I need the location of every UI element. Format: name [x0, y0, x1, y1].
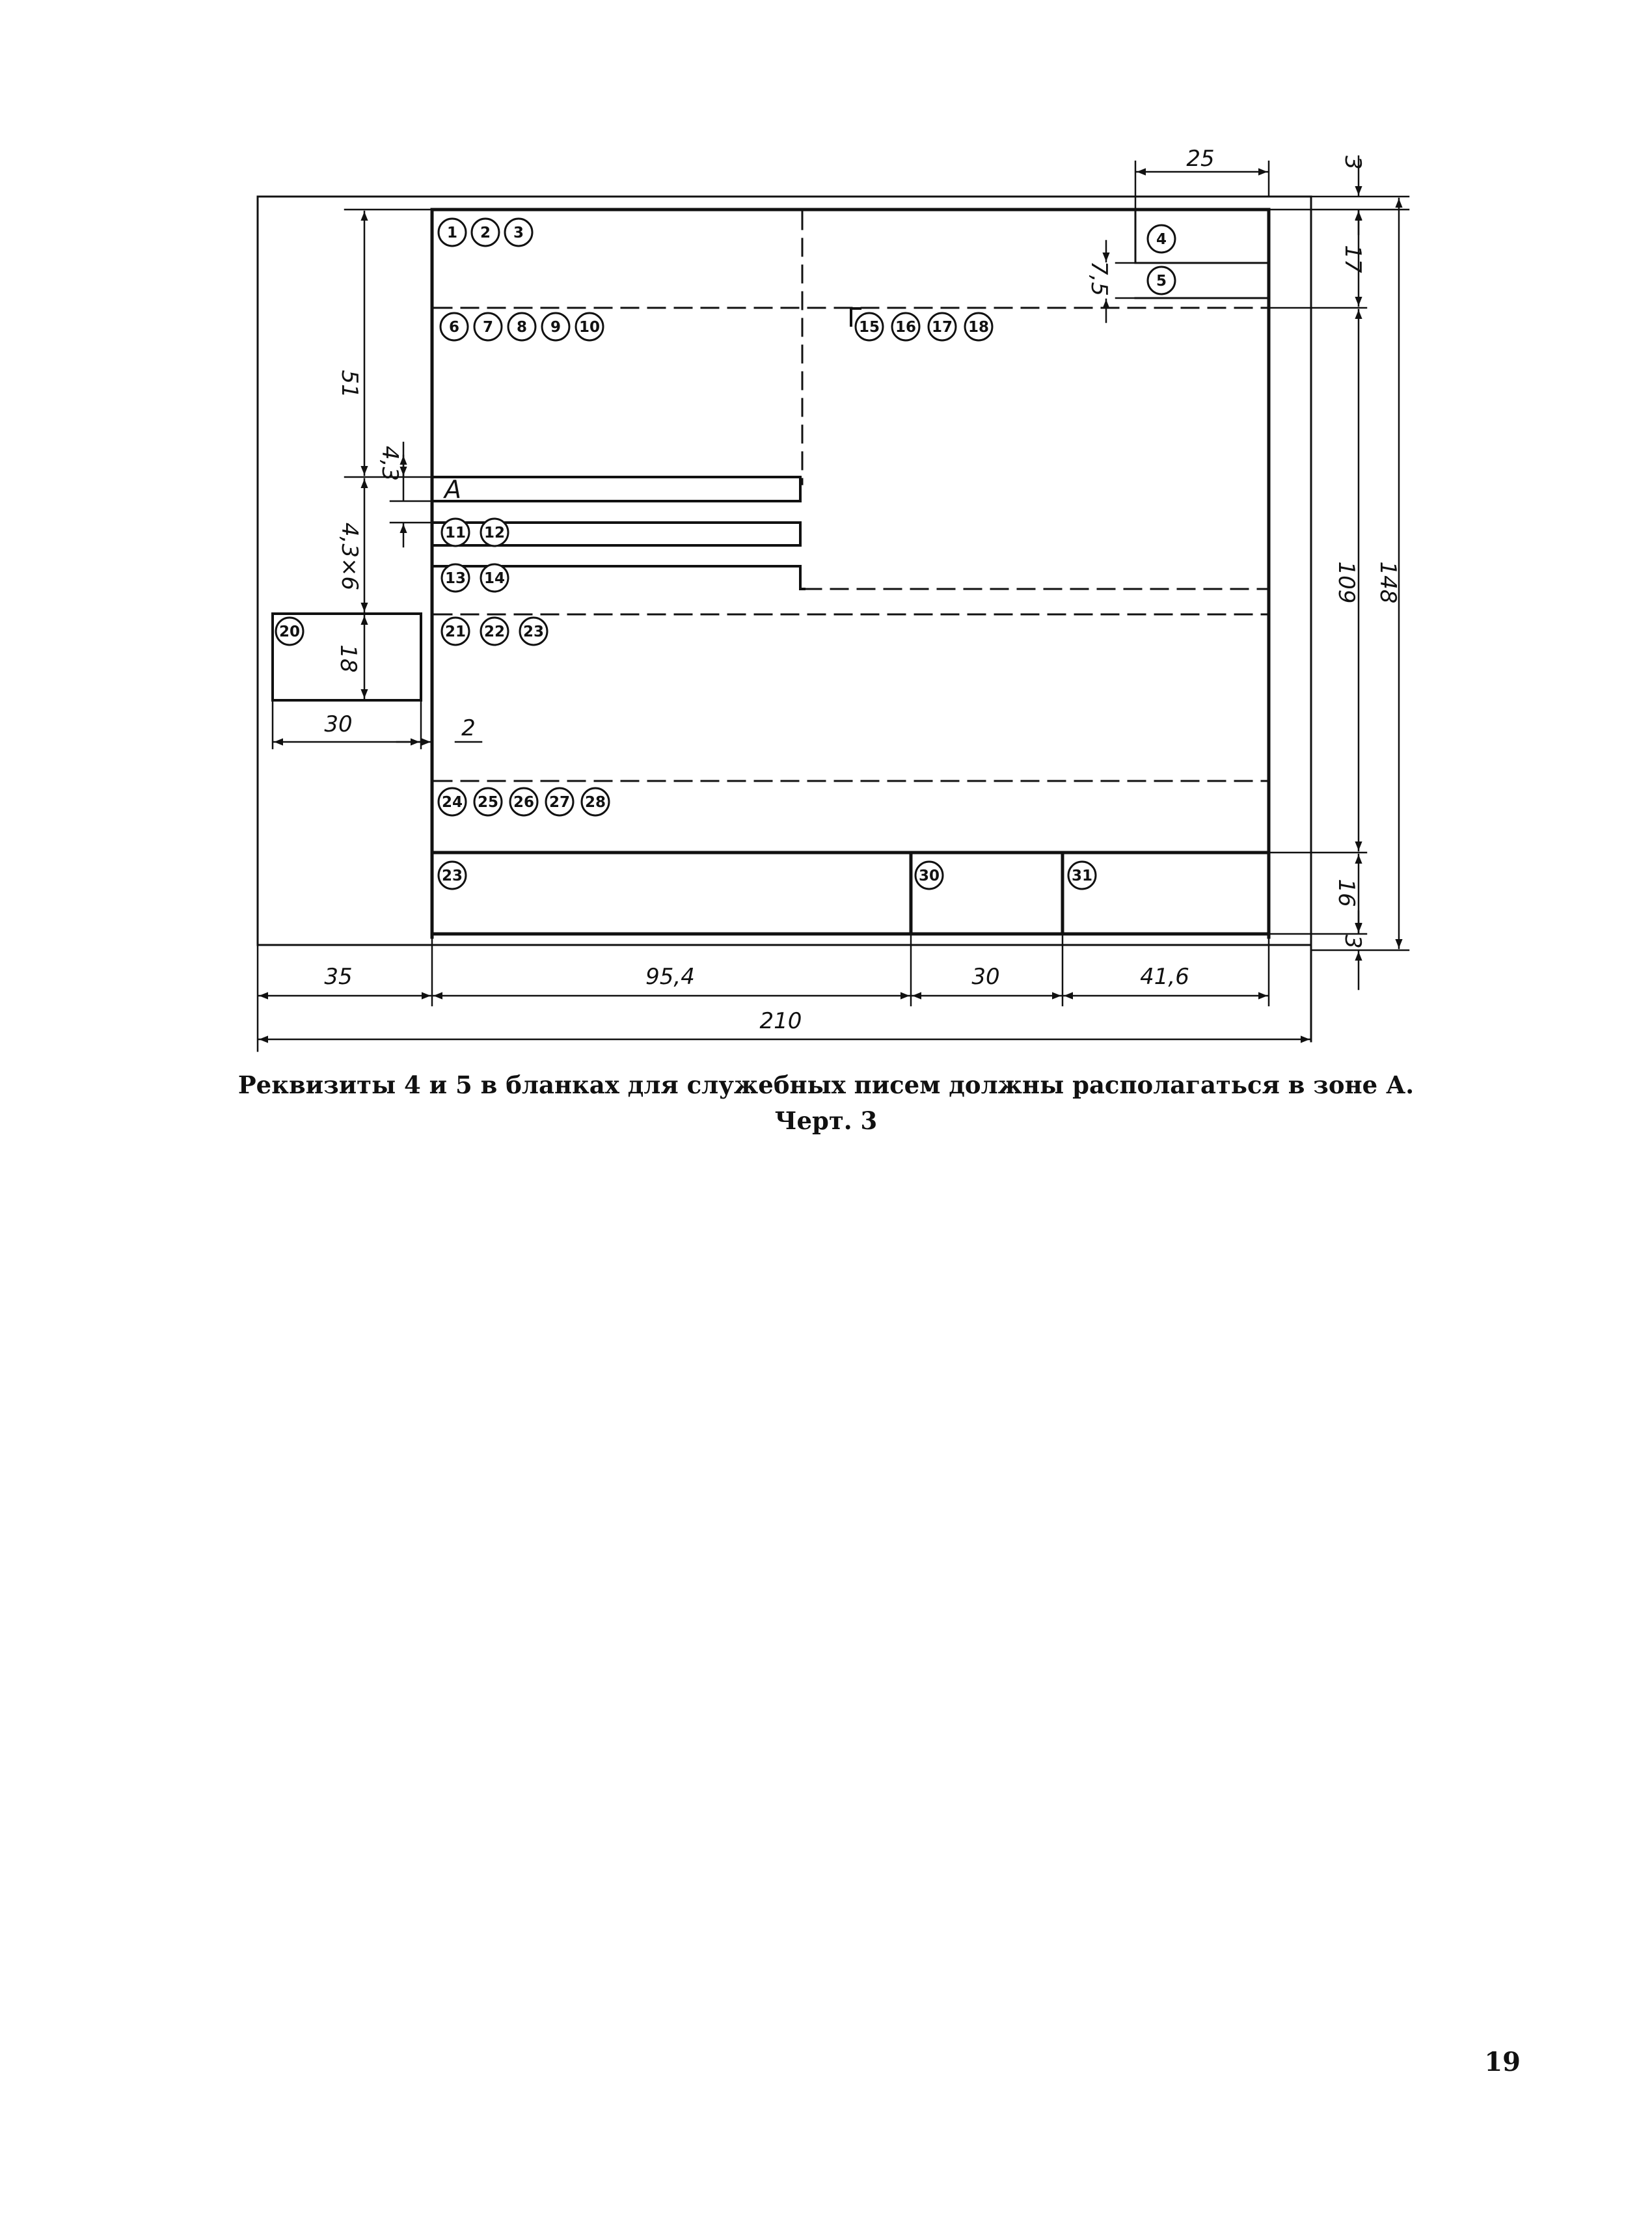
dim-95-4: 95,4	[645, 964, 695, 990]
requisite-number: 15	[858, 319, 880, 336]
requisite-number: 9	[550, 319, 562, 336]
sheet-frame	[258, 197, 1311, 1041]
requisite-number: 3	[513, 225, 524, 241]
dim-17: 17	[1340, 245, 1366, 273]
requisite-number: 1	[446, 225, 458, 241]
requisite-number: 10	[578, 319, 601, 336]
requisite-number: 24	[441, 794, 463, 811]
requisite-number: 30	[918, 868, 940, 884]
requisite-number: 23	[441, 868, 463, 884]
requisite-number: 11	[444, 525, 467, 541]
requisite-number: 26	[513, 794, 535, 811]
dim-210: 210	[759, 1008, 802, 1034]
page-number: 19	[1484, 2047, 1521, 2077]
requisite-number: 4	[1156, 231, 1167, 248]
dim-3-top: 3	[1340, 156, 1366, 170]
dim-16: 16	[1333, 879, 1359, 907]
requisite-number: 6	[448, 319, 460, 336]
requisite-number: 22	[483, 623, 506, 640]
dim-4-3x6: 4,3×6	[336, 522, 362, 591]
dim-30-box: 30	[324, 711, 353, 737]
requisite-number: 23	[522, 623, 545, 640]
dim-3-bottom: 3	[1340, 935, 1366, 949]
dim-35: 35	[324, 964, 353, 990]
requisite-number: 2	[480, 225, 491, 241]
dim-30-col: 30	[971, 964, 1000, 990]
requisite-number: 27	[548, 794, 571, 811]
requisite-number: 21	[444, 623, 467, 640]
dim-18: 18	[335, 644, 361, 673]
dim-2: 2	[461, 715, 476, 741]
zone-a-label: А	[444, 475, 461, 504]
dim-148: 148	[1375, 561, 1401, 604]
requisite-number: 14	[483, 570, 506, 587]
requisite-number: 7	[482, 319, 494, 336]
dim-41-6: 41,6	[1140, 964, 1189, 990]
requisite-number: 13	[444, 570, 467, 587]
requisite-number: 17	[931, 319, 953, 336]
caption-line1: Реквизиты 4 и 5 в бланках для служебных писем должны располагаться в зоне А.	[237, 1071, 1415, 1099]
requisite-number: 18	[968, 319, 990, 336]
caption-line2: Черт. 3	[774, 1106, 878, 1135]
requisite-number: 16	[895, 319, 917, 336]
dim-7-5: 7,5	[1086, 260, 1112, 297]
requisite-number: 20	[278, 623, 301, 640]
dim-4-3: 4,3	[377, 445, 403, 482]
dim-25: 25	[1186, 146, 1215, 172]
requisite-number: 28	[584, 794, 606, 811]
requisite-number: 8	[516, 319, 528, 336]
dim-109: 109	[1333, 561, 1359, 604]
dim-51: 51	[336, 370, 362, 398]
requisite-circles	[276, 219, 1175, 889]
requisite-number: 5	[1156, 273, 1167, 290]
dimension-lines	[258, 156, 1409, 1051]
requisite-number: 31	[1071, 868, 1093, 884]
requisite-number: 25	[477, 794, 499, 811]
requisite-number: 12	[483, 525, 506, 541]
